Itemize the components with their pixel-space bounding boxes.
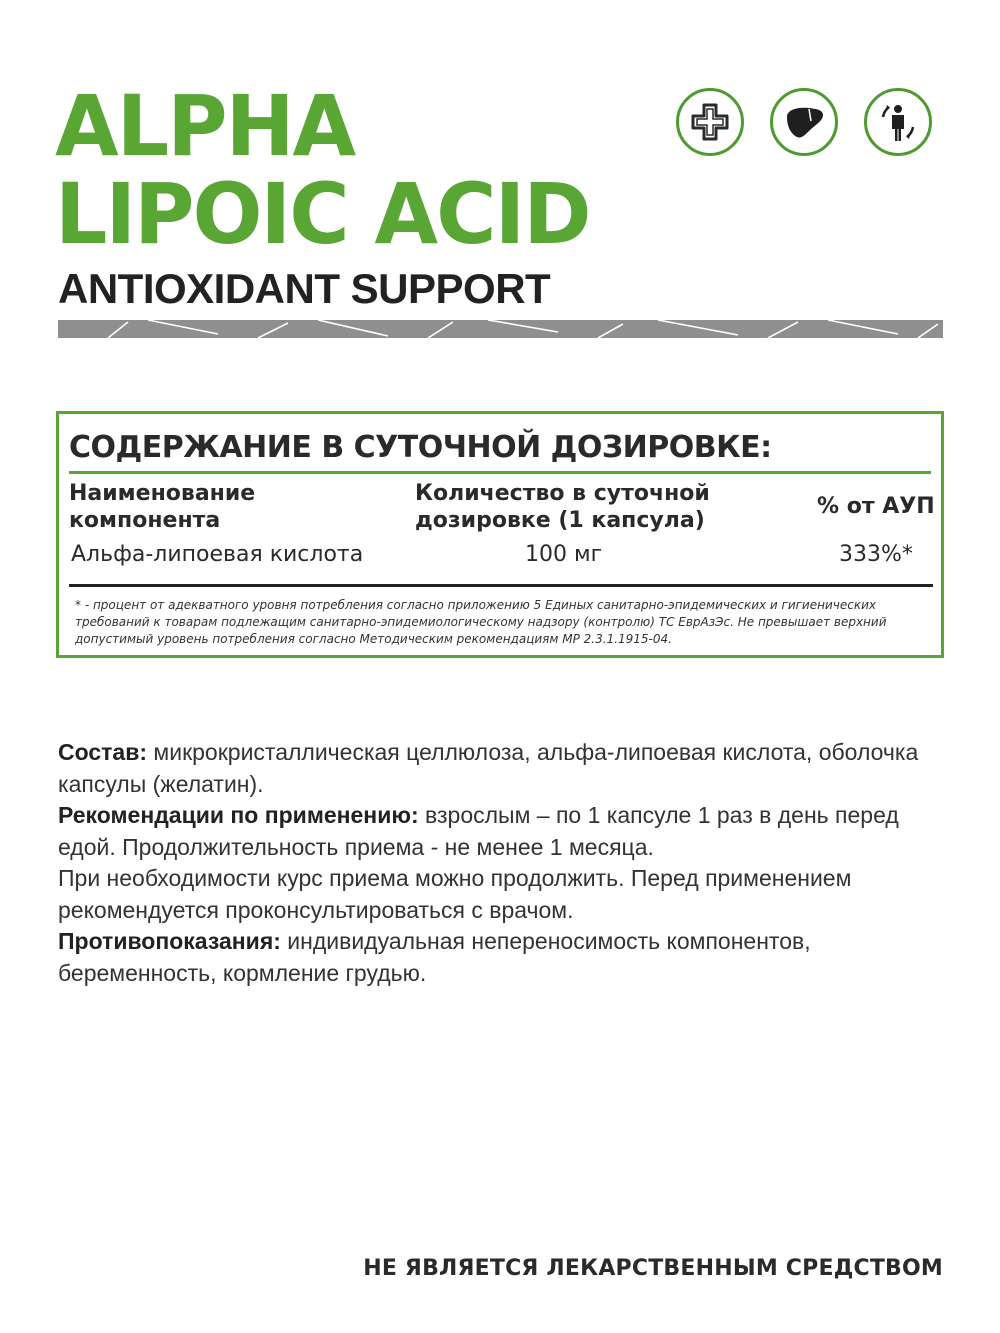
product-info [58, 737, 958, 989]
table-footnote: * - процент от адекватного уровня потребления согласно приложению 5 Единых санитарно-эпидемических и гигиенических требований к товарам подлежащим санитарно-эпидемиологическому надзору (контролю) ТС ЕврАзЭс. Не превышает верхний допустимый уровень потребления согласно Методическим рекомендациям МР 2.3.1.1915-04. [75, 598, 887, 646]
table-cell-percent: 333%* [839, 542, 913, 567]
column-header-component: Наименование компонента [69, 481, 256, 533]
medical-cross-icon [676, 88, 744, 156]
contraindications-label: Противопоказания: [58, 928, 281, 954]
benefit-badges [676, 88, 932, 156]
usage-extra-paragraph: При необходимости курс приема можно продолжить. Перед применением рекомендуется проконсультироваться с врачом. [58, 865, 852, 923]
contraindications-paragraph [58, 926, 958, 989]
liver-icon [770, 88, 838, 156]
composition-paragraph [58, 737, 958, 800]
contraindications-text: индивидуальная непереносимость компонентов, беременность, кормление грудью. [58, 928, 811, 986]
composition-text: микрокристаллическая целлюлоза, альфа-липоевая кислота, оболочка капсулы (желатин). [58, 739, 919, 797]
table-cell-component: Альфа-липоевая кислота [71, 542, 364, 567]
not-a-medicine-disclaimer: НЕ ЯВЛЯЕТСЯ ЛЕКАРСТВЕННЫМ СРЕДСТВОМ [363, 1256, 943, 1281]
decorative-stripe-divider [58, 320, 943, 338]
table-cell-amount: 100 мг [525, 542, 603, 567]
nutrition-table [56, 411, 944, 658]
table-footer-divider [69, 584, 933, 587]
column-header-percent: % от АУП [817, 494, 935, 519]
usage-paragraph [58, 800, 958, 863]
table-title: СОДЕРЖАНИЕ В СУТОЧНОЙ ДОЗИРОВКЕ: [69, 430, 772, 465]
product-title-line-2: LIPOIC ACID [55, 165, 590, 263]
column-header-amount: Количество в суточной дозировке (1 капсула) [415, 481, 710, 533]
composition-label: Состав: [58, 739, 148, 765]
usage-text: взрослым – по 1 капсуле 1 раз в день перед едой. Продолжительность приема - не менее 1 месяца. [58, 802, 899, 860]
product-subtitle: ANTIOXIDANT SUPPORT [58, 265, 551, 312]
human-metabolism-icon [864, 88, 932, 156]
table-header-divider [69, 471, 931, 474]
product-title-line-1: ALPHA [55, 77, 355, 175]
usage-label: Рекомендации по применению: [58, 802, 419, 828]
